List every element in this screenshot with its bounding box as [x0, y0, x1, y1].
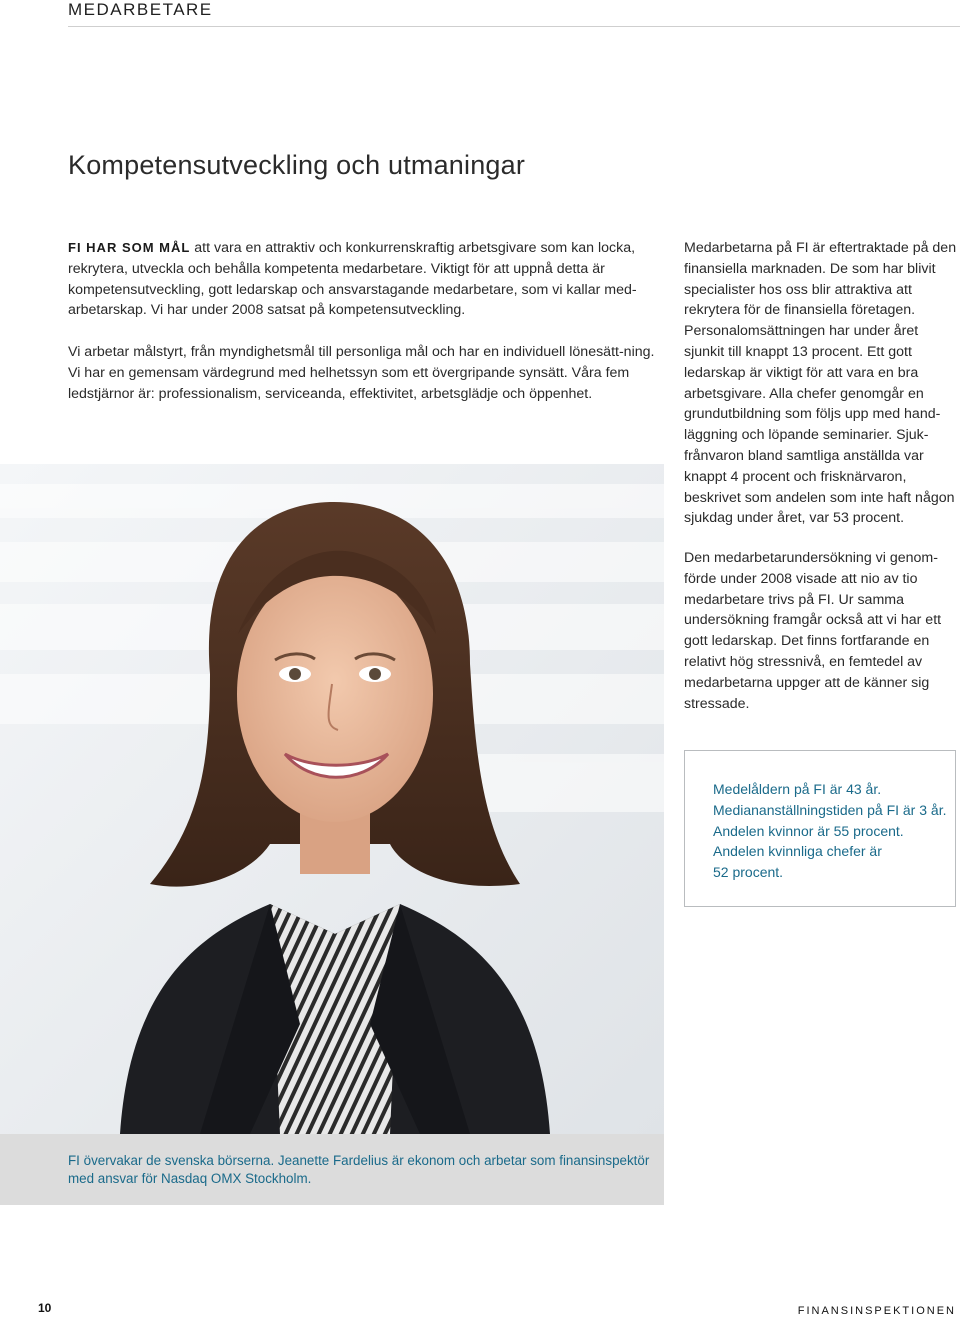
intro-text: att vara en attraktiv och konkurrenskraftig arbetsgivare som kan locka, rekrytera, utveckla och behålla kompetenta medarbetare. Viktigt för att uppnå detta är kompetensutveckling, gott ledarskap och ansvarstagande medarbetare, som vi kallar med-arbetarskap. Vi har under 2008 satsat på kompetensutveckling.	[68, 240, 637, 319]
top-divider	[68, 26, 960, 27]
second-paragraph: Vi arbetar målstyrt, från myndighetsmål till personliga mål och har en individuell lönesätt-ning. Vi har en gemensam värdegrund med helhetssyn som ett övergripande synsätt. Våra fem ledstjärnor är: professionalism, serviceanda, effektivitet, arbetsglädje och öppenhet.	[68, 344, 655, 402]
page-title: Kompetensutveckling och utmaningar	[68, 150, 526, 180]
stats-line: Medelåldern på FI är 43 år.	[713, 781, 882, 797]
right-column-paragraph-2: Den medarbetarundersökning vi genom-förde under 2008 visade att nio av tio medarbetare trivs på FI. Ur samma undersökning framgår också att vi har ett gott ledarskap. Det finns fortfarande en relativt hög stressnivå, en femtedel av medarbetarna uppger att de känner sig stressade.	[684, 550, 942, 712]
stats-line: Andelen kvinnor är 55 procent.	[713, 822, 904, 839]
stats-line: 52 procent.	[713, 864, 784, 881]
portrait-photo	[0, 464, 664, 1134]
section-label: MEDARBETARE	[68, 0, 213, 19]
footer-brand: FINANSINSPEKTIONEN	[797, 1305, 956, 1317]
stats-line: Mediananställningstiden på FI är 3 år.	[713, 801, 947, 818]
intro-lead: FI HAR SOM MÅL	[68, 240, 191, 255]
stats-box	[684, 750, 956, 907]
page-number: 10	[38, 1301, 52, 1315]
photo-caption: FI övervakar de svenska börserna. Jeanette Fardelius är ekonom och arbetar som finansinspektör med ansvar för Nasdaq OMX Stockholm.	[68, 1153, 650, 1186]
right-column-paragraph-1: Medarbetarna på FI är eftertraktade på den finansiella marknaden. De som har blivit specialister hos oss blir attraktiva att rekrytera för de finansiella företagen. Personalomsättningen har under året sjunkit till knappt 13 procent. Ett gott ledarskap är viktigt för att vara en bra arbetsgivare. Alla chefer genomgår en grundutbildning som följs upp med hand-läggning och löpande seminarier. Sjuk-frånvaron bland samtliga anställda var knappt 4 procent och frisknärvaron, beskrivet som andelen som inte haft någon sjukdag under året, var 53 procent.	[684, 240, 957, 527]
portrait-illustration	[0, 464, 664, 1134]
stats-line: Andelen kvinnliga chefer är	[713, 843, 882, 860]
intro-paragraph	[68, 238, 668, 321]
